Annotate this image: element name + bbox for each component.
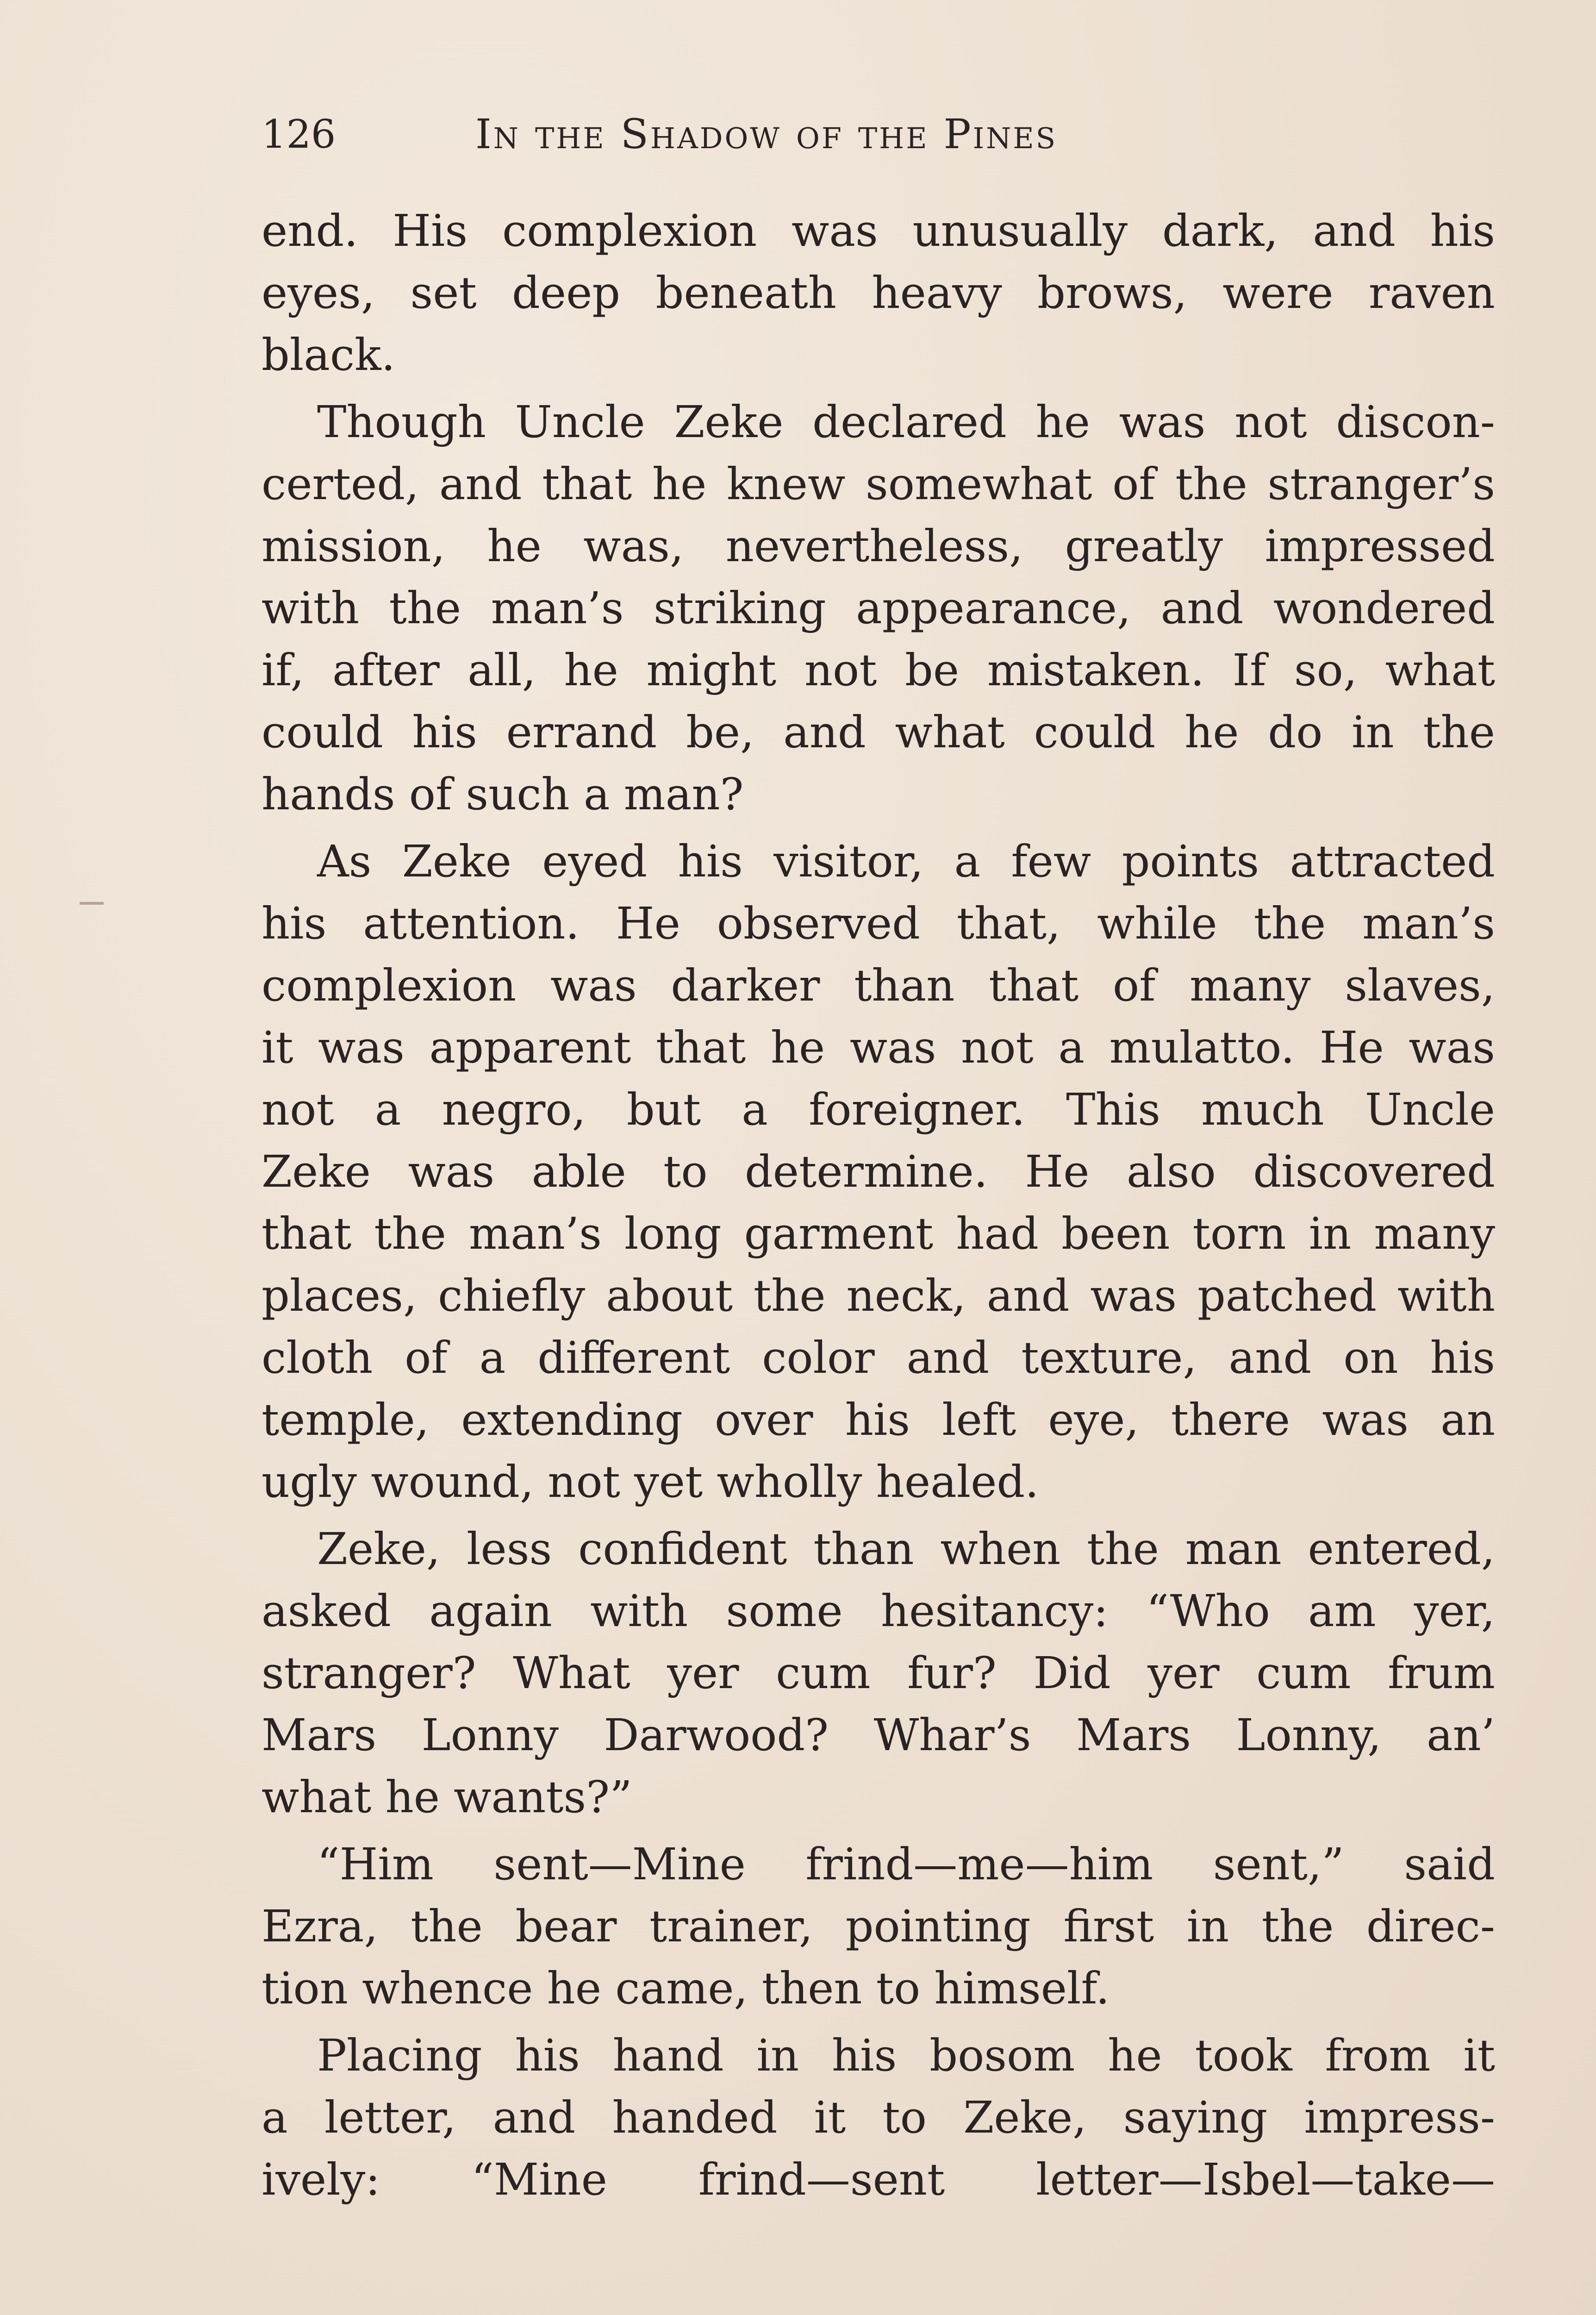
- paragraph: [262, 200, 1495, 386]
- text-line: tion whence he came, then to himself.: [262, 1963, 1110, 2014]
- text-line: Placing his hand in his bosom he took from it: [317, 2030, 1495, 2081]
- text-line: “Him sent—Mine frind—me—him sent,” said: [317, 1839, 1495, 1890]
- text-line: ugly wound, not yet wholly healed.: [262, 1457, 1039, 1508]
- margin-mark: [80, 902, 104, 905]
- text-line: temple, extending over his left eye, there was an: [262, 1395, 1495, 1445]
- text-line: cloth of a different color and texture, and on his: [262, 1333, 1495, 1383]
- text-line: it was apparent that he was not a mulatto. He was: [262, 1022, 1495, 1073]
- text-line: hands of such a man?: [262, 769, 744, 820]
- body-text: [262, 200, 1495, 2211]
- text-line: that the man’s long garment had been torn in many: [262, 1208, 1495, 1259]
- text-line: complexion was darker than that of many slaves,: [262, 960, 1495, 1011]
- text-line: if, after all, he might not be mistaken. If so, what: [262, 645, 1495, 696]
- page-number: 126: [262, 112, 336, 157]
- text-line: stranger? What yer cum fur? Did yer cum frum: [262, 1648, 1495, 1699]
- text-line: mission, he was, nevertheless, greatly impressed: [262, 521, 1495, 572]
- text-line: certed, and that he knew somewhat of the stranger’s: [262, 459, 1495, 510]
- text-line: black.: [262, 330, 395, 381]
- text-line: his attention. He observed that, while the man’s: [262, 898, 1495, 949]
- running-head: [262, 104, 1495, 164]
- text-line: Zeke was able to determine. He also discovered: [262, 1146, 1495, 1197]
- text-line: Mars Lonny Darwood? Whar’s Mars Lonny, an’: [262, 1710, 1495, 1761]
- text-line: ively: “Mine frind—sent letter—Isbel—take—: [262, 2154, 1495, 2205]
- text-line: a letter, and handed it to Zeke, saying impress-: [262, 2092, 1495, 2143]
- text-line: not a negro, but a foreigner. This much Uncle: [262, 1084, 1495, 1135]
- text-line: Ezra, the bear trainer, pointing first in the direc-: [262, 1901, 1495, 1952]
- paragraph: [262, 1518, 1495, 1828]
- running-title: In the Shadow of the Pines: [475, 110, 1058, 158]
- paragraph: [262, 1833, 1495, 2020]
- text-line: with the man’s striking appearance, and wondered: [262, 583, 1495, 634]
- text-line: end. His complexion was unusually dark, and his: [262, 206, 1495, 257]
- text-line: Though Uncle Zeke declared he was not discon-: [317, 397, 1495, 448]
- text-line: what he wants?”: [262, 1772, 632, 1823]
- paragraph: [262, 2025, 1495, 2211]
- text-line: asked again with some hesitancy: “Who am yer,: [262, 1586, 1495, 1637]
- paragraph: [262, 831, 1495, 1513]
- paragraph: [262, 391, 1495, 826]
- text-line: eyes, set deep beneath heavy brows, were raven: [262, 268, 1495, 319]
- text-line: As Zeke eyed his visitor, a few points attracted: [317, 836, 1495, 887]
- text-line: could his errand be, and what could he do in the: [262, 707, 1495, 758]
- text-line: Zeke, less confident than when the man entered,: [317, 1524, 1495, 1575]
- text-line: places, chiefly about the neck, and was patched with: [262, 1270, 1495, 1321]
